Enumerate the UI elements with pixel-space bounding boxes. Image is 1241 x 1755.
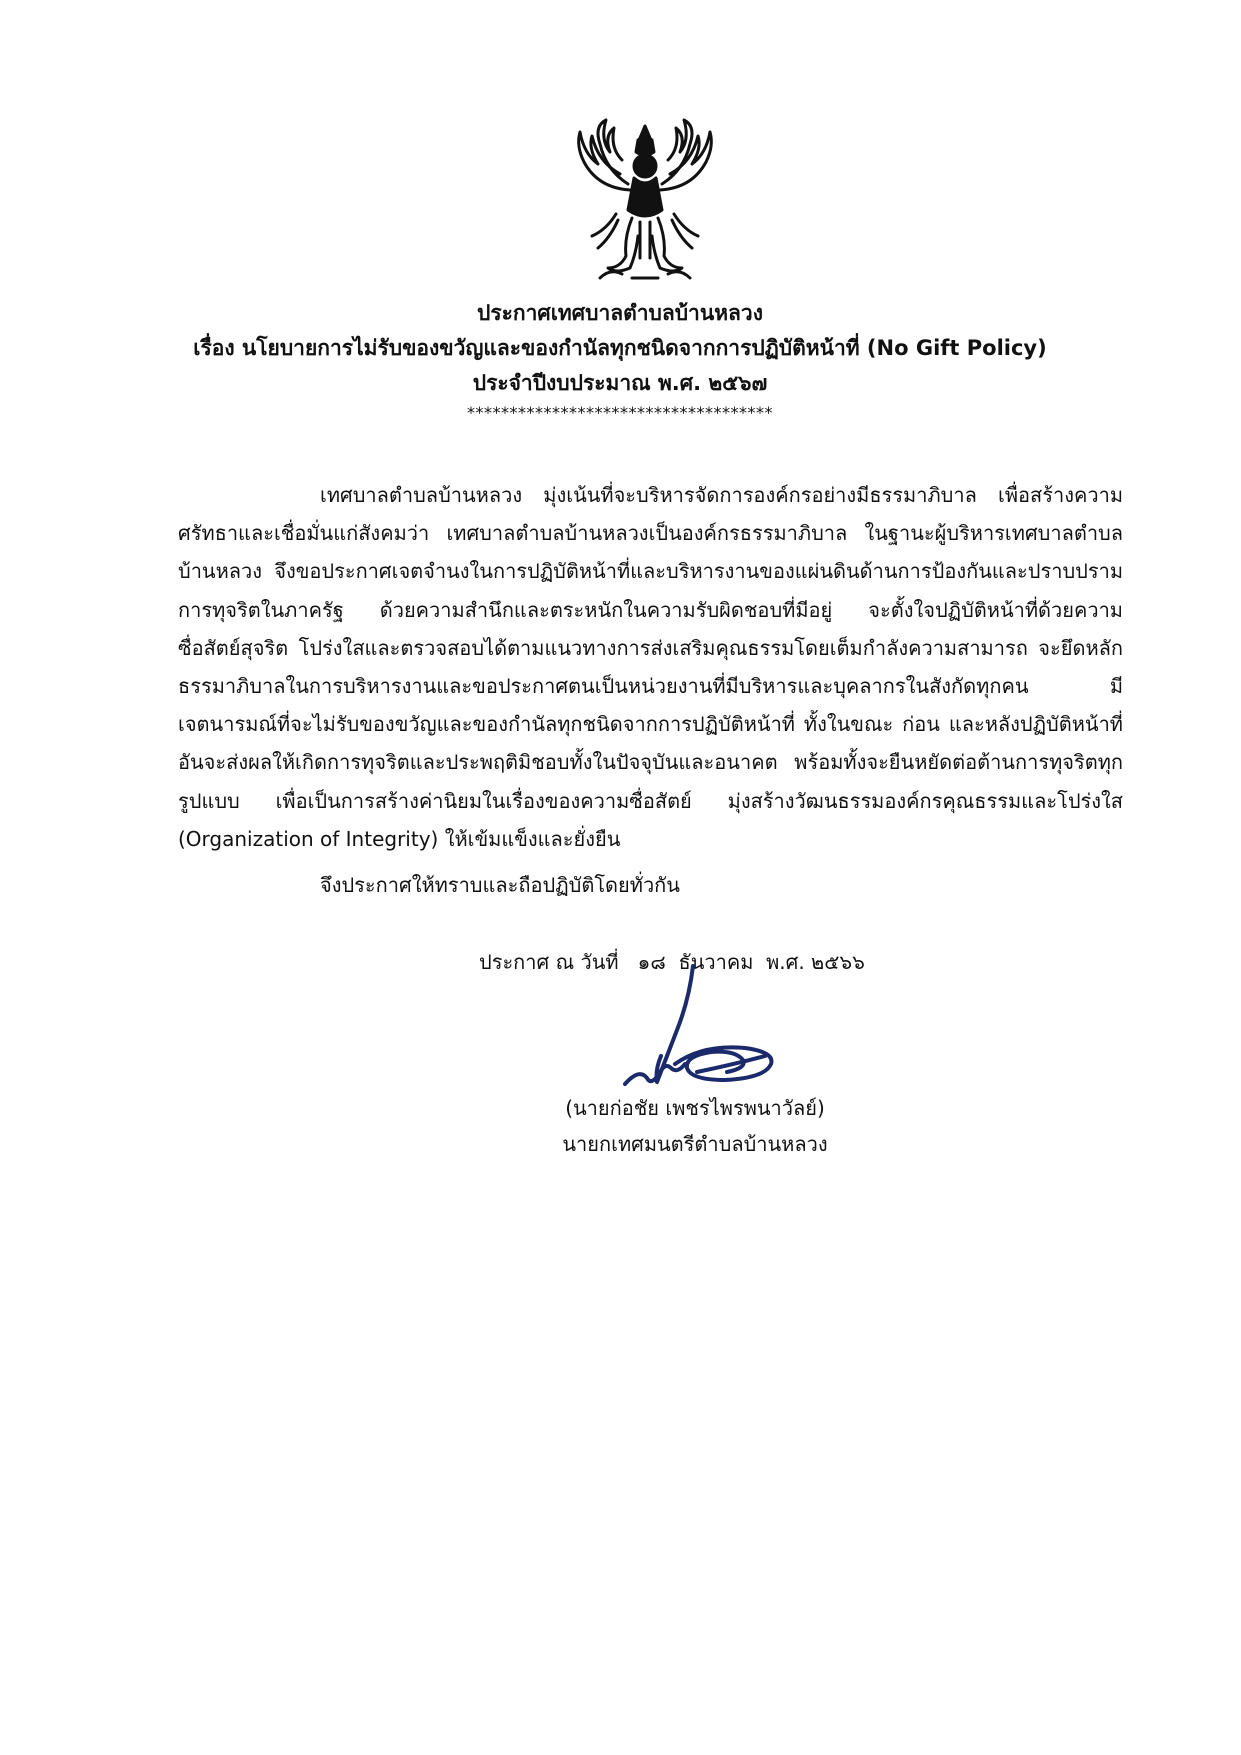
signer-name: (นายก่อชัย เพชรไพรพนาวัลย์) [565,1096,825,1120]
fiscal-year: ประจำปีงบประมาณ พ.ศ. ๒๕๖๗ [472,371,768,395]
signer-block [540,1090,850,1162]
announcement-header [120,296,1120,423]
garuda-emblem-icon [570,118,720,288]
announcement-body [178,476,1123,858]
announcement-date: ประกาศ ณ วันที่ ๑๘ ธันวาคม พ.ศ. ๒๕๖๖ [479,950,865,974]
separator-stars: ************************************ [467,403,773,422]
signer-position: นายกเทศมนตรีตำบลบ้านหลวง [562,1132,828,1156]
body-paragraph: เทศบาลตำบลบ้านหลวง มุ่งเน้นที่จะบริหารจัดการองค์กรอย่างมีธรรมาภิบาล เพื่อสร้างความศรัทธาและเชื่อมั่นแก่สังคมว่า เทศบาลตำบลบ้านหลวงเป็นองค์กรธรรมาภิบาล ในฐานะผู้บริหารเทศบาลตำบลบ้านหลวง จึงขอประกาศเจตจำนงในการปฏิบัติหน้าที่และบริหารงานของแผ่นดินด้านการป้องกันและปราบปรามการทุจริตในภาครัฐ ด้วยความสำนึกและตระหนักในความรับผิดชอบที่มีอยู่ จะตั้งใจปฏิบัติหน้าที่ด้วยความซื่อสัตย์สุจริต โปร่งใสและตรวจสอบได้ตามแนวทางการส่งเสริมคุณธรรมโดยเต็มกำลังความสามารถ จะยึดหลักธรรมาภิบาลในการบริหารงานและขอประกาศตนเป็นหน่วยงานที่มีบริหารและบุคลากรในสังกัดทุกคน มีเจตนารมณ์ที่จะไม่รับของขวัญและของกำนัลทุกชนิดจากการปฏิบัติหน้าที่ ทั้งในขณะ ก่อน และหลังปฏิบัติหน้าที่ อันจะส่งผลให้เกิดการทุจริตและประพฤติมิชอบทั้งในปัจจุบันและอนาคต พร้อมทั้งจะยืนหยัดต่อต้านการทุจริตทุกรูปแบบ เพื่อเป็นการสร้างค่านิยมในเรื่องของความซื่อสัตย์ มุ่งสร้างวัฒนธรรมองค์กรคุณธรรมและโปร่งใส (Organization of Integrity) ให้เข้มแข็งและยั่งยืน [178,483,1123,851]
closing-statement: จึงประกาศให้ทราบและถือปฏิบัติโดยทั่วกัน [320,873,680,897]
announcement-subject: เรื่อง นโยบายการไม่รับของขวัญและของกำนัลทุกชนิดจากการปฏิบัติหน้าที่ (No Gift Policy) [193,336,1047,360]
handwritten-signature [615,960,785,1100]
announcement-title: ประกาศเทศบาลตำบลบ้านหลวง [477,301,763,325]
